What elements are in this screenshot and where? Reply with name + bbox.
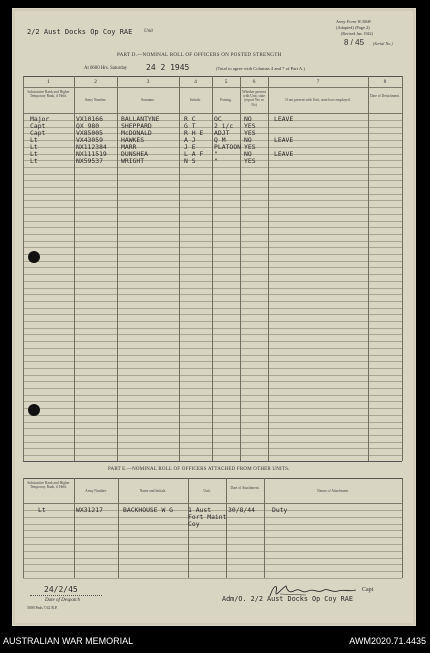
cell-present: YES bbox=[244, 122, 256, 130]
cell-present: NO bbox=[244, 136, 252, 144]
col-header-detachment: Date of Detachment. bbox=[370, 94, 400, 98]
cell-army-number: NX112384 bbox=[76, 143, 107, 151]
cell-rank: Capt bbox=[30, 129, 46, 137]
e-army-number: WX31217 bbox=[76, 506, 103, 514]
ruled-line bbox=[23, 578, 402, 579]
e-unit-line: Coy bbox=[188, 520, 200, 528]
signatory-rank: Capt bbox=[362, 587, 374, 593]
col-header-surname: Surname. bbox=[141, 98, 155, 102]
cell-rank: Lt bbox=[30, 157, 38, 165]
col-header-present: Whether present with Unit, state (report Yes or No) bbox=[242, 90, 266, 107]
cell-present: YES bbox=[244, 129, 256, 137]
e-rank: Lt bbox=[38, 506, 46, 514]
part-d-bottom-rule bbox=[23, 461, 402, 462]
cell-rank: Major bbox=[30, 115, 50, 123]
cell-employment: LEAVE bbox=[274, 115, 294, 123]
part-e-divider bbox=[188, 478, 189, 578]
cell-initials: L A F bbox=[184, 150, 204, 158]
cell-posting: 2 i/c bbox=[214, 122, 234, 130]
cell-initials: R H E bbox=[184, 129, 204, 137]
cell-initials: G T bbox=[184, 122, 196, 130]
cell-surname: McDONALD bbox=[121, 129, 152, 137]
ruled-line bbox=[23, 530, 402, 531]
ruled-line bbox=[23, 537, 402, 538]
archive-reference: AWM2020.71.4435 bbox=[349, 636, 426, 646]
e-unit-line: Fort Maint bbox=[188, 513, 227, 521]
e-header-nature: Nature of Attachment. bbox=[316, 489, 350, 493]
col-header-employed: If not present with Unit, state how employed. bbox=[285, 98, 351, 102]
cell-rank: Lt bbox=[30, 136, 38, 144]
cell-employment: LEAVE bbox=[274, 150, 294, 158]
part-e-divider bbox=[226, 478, 227, 578]
form-ref-line3: (Revised Jan. 1942) bbox=[341, 31, 373, 36]
col-divider-4 bbox=[179, 76, 180, 461]
col-divider-3 bbox=[117, 76, 118, 461]
cell-rank: Capt bbox=[30, 122, 46, 130]
col-header-initials: Initials. bbox=[190, 98, 201, 102]
cell-rank: Lt bbox=[30, 143, 38, 151]
part-d-title: PART D.—NOMINAL ROLL OF OFFICERS ON POSTED STRENGTH bbox=[117, 52, 282, 58]
col-header-army-number: Army Number. bbox=[84, 98, 107, 102]
e-header-name: Name and Initials. bbox=[139, 489, 167, 493]
col-number: 5 bbox=[224, 79, 228, 85]
form-ref-line2: (Adapted) (Page 2) bbox=[336, 25, 370, 30]
cell-army-number: QX 980 bbox=[76, 122, 100, 130]
part-d-date: 24 2 1945 bbox=[146, 63, 190, 72]
cell-initials: J E bbox=[184, 143, 196, 151]
ruled-line bbox=[23, 551, 402, 552]
signatory-line: Adm/O. 2/2 Aust Docks Op Coy RAE bbox=[222, 595, 353, 603]
cell-posting: OC bbox=[214, 115, 222, 123]
col-number: 1 bbox=[47, 79, 50, 85]
cell-posting: PLATOON bbox=[214, 143, 241, 151]
cell-initials: N S bbox=[184, 157, 196, 165]
e-unit-line: 1 Aust bbox=[188, 506, 212, 514]
e-date: 30/8/44 bbox=[228, 506, 255, 514]
ruled-line bbox=[23, 564, 402, 565]
cell-surname: SHEPPARD bbox=[121, 122, 152, 130]
col-number: 6 bbox=[252, 79, 256, 85]
cell-army-number: VX10166 bbox=[76, 115, 103, 123]
cell-posting: " bbox=[214, 150, 218, 158]
form-ref-line1: Army Form W.3008 bbox=[336, 19, 371, 24]
print-ref: 5000 Pads 7/42 R.P. bbox=[27, 606, 58, 610]
cell-surname: HAWKES bbox=[121, 136, 145, 144]
cell-army-number: VX85005 bbox=[76, 129, 103, 137]
cell-surname: DUNSHEA bbox=[121, 150, 148, 158]
e-nature: Duty bbox=[272, 506, 288, 514]
unit-label: Unit bbox=[144, 29, 153, 34]
dispatch-date-label: Date of Despatch bbox=[45, 598, 80, 603]
col-number: 8 bbox=[383, 79, 387, 85]
col-divider-8 bbox=[368, 76, 369, 461]
e-header-army-number: Army Number. bbox=[85, 489, 107, 493]
serial-label: (Serial No.) bbox=[373, 41, 393, 46]
col-header-rank: Substantive Rank and Higher Temporary Rank, if Held. bbox=[27, 90, 70, 99]
punch-hole bbox=[28, 251, 40, 263]
part-e-divider bbox=[264, 478, 265, 578]
ruled-line bbox=[23, 524, 402, 525]
col-divider-5 bbox=[212, 76, 213, 461]
e-header-date: Date of Attachment. bbox=[230, 486, 260, 490]
archive-institution: AUSTRALIAN WAR MEMORIAL bbox=[3, 636, 134, 646]
cell-surname: MARR bbox=[121, 143, 137, 151]
cell-initials: A J bbox=[184, 136, 196, 144]
part-e-divider bbox=[74, 478, 75, 578]
part-e-border-right bbox=[402, 478, 403, 578]
serial-number: 8 / 45 bbox=[344, 38, 365, 47]
ruled-line bbox=[23, 571, 402, 572]
part-e-border-left bbox=[23, 478, 24, 578]
cell-present: NO bbox=[244, 115, 252, 123]
ruled-line bbox=[23, 558, 402, 559]
col-divider-6 bbox=[240, 76, 241, 461]
cell-present: YES bbox=[244, 157, 256, 165]
cell-posting: " bbox=[214, 157, 218, 165]
dispatch-date: 24/2/45 bbox=[44, 585, 78, 594]
cell-army-number: NX111519 bbox=[76, 150, 107, 158]
cell-army-number: NX59537 bbox=[76, 157, 103, 165]
e-name: BACKHOUSE W G bbox=[123, 506, 174, 514]
cell-employment: LEAVE bbox=[274, 136, 294, 144]
col-number: 3 bbox=[146, 79, 150, 85]
cell-initials: R C bbox=[184, 115, 196, 123]
cell-present: NO bbox=[244, 150, 252, 158]
part-d-at: At 0600 Hrs. Saturday bbox=[84, 66, 128, 71]
col-divider-2 bbox=[74, 76, 75, 461]
part-e-divider bbox=[118, 478, 119, 578]
ruled-line bbox=[23, 544, 402, 545]
part-e-header-rule bbox=[23, 503, 402, 504]
col-number: 4 bbox=[194, 79, 197, 85]
cell-rank: Lt bbox=[30, 150, 38, 158]
col-number: 2 bbox=[94, 79, 97, 85]
cell-surname: BALLANTYNE bbox=[121, 115, 160, 123]
unit-name: 2/2 Aust Docks Op Coy RAE bbox=[27, 28, 133, 36]
dispatch-date-line bbox=[30, 595, 102, 596]
part-d-border-left bbox=[23, 76, 24, 461]
col-number: 7 bbox=[316, 79, 320, 85]
part-d-border-right bbox=[402, 76, 403, 461]
part-e-title: PART E.—NOMINAL ROLL OF OFFICERS ATTACHED FROM OTHER UNITS. bbox=[108, 467, 290, 472]
punch-hole bbox=[28, 404, 40, 416]
e-header-unit: Unit. bbox=[203, 489, 211, 493]
cell-surname: WRIGHT bbox=[121, 157, 145, 165]
part-e-top-rule bbox=[23, 478, 402, 479]
cell-present: YES bbox=[244, 143, 256, 151]
col-divider-7 bbox=[268, 76, 269, 461]
cell-posting: ADJT bbox=[214, 129, 230, 137]
e-header-rank: Substantive Rank and Higher Temporary Rank, if Held. bbox=[27, 481, 70, 490]
part-d-note: (Total to agree with Columns 4 and 7 of Part A.) bbox=[216, 66, 305, 71]
col-header-posting: Posting. bbox=[220, 98, 232, 102]
cell-army-number: VX43059 bbox=[76, 136, 103, 144]
cell-posting: Q M bbox=[214, 136, 226, 144]
